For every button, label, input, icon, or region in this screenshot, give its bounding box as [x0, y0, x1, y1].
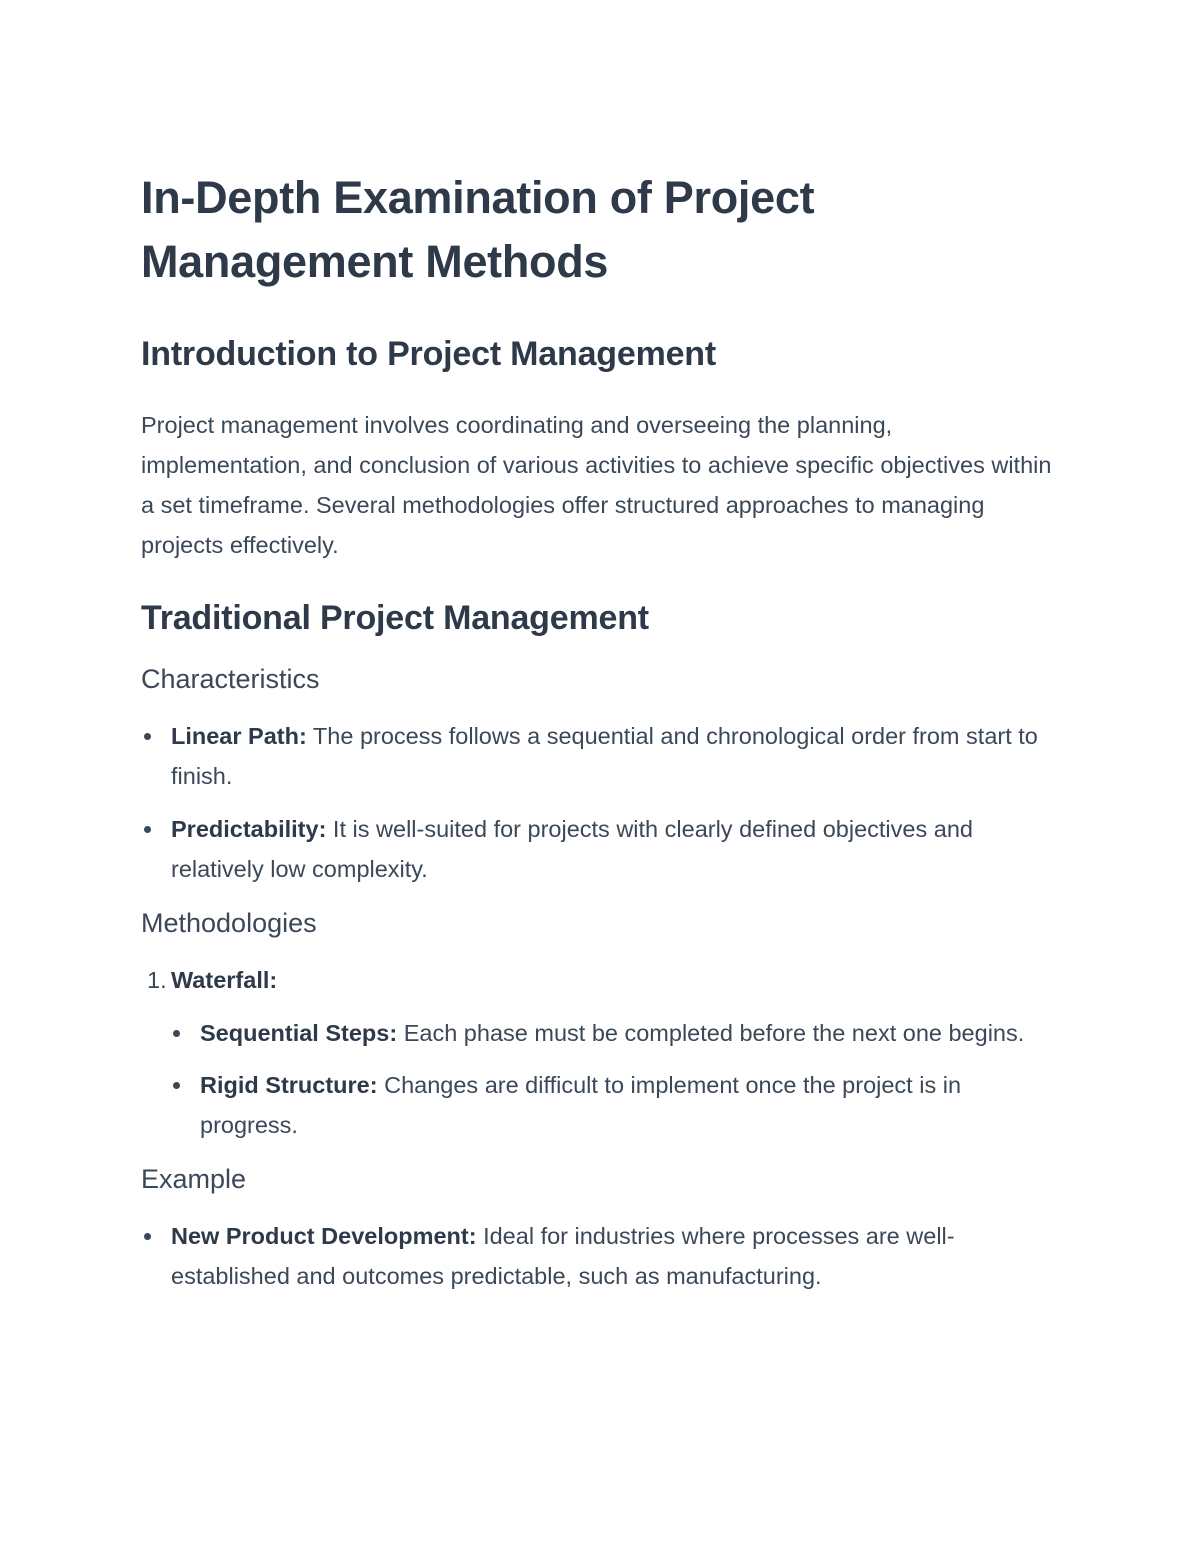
item-term: Sequential Steps:: [200, 1020, 398, 1046]
methodologies-heading: Methodologies: [141, 908, 317, 938]
item-term: Linear Path:: [171, 723, 307, 749]
list-item: [141, 809, 1061, 889]
item-term: New Product Development:: [171, 1223, 477, 1249]
traditional-heading: Traditional Project Management: [141, 599, 649, 637]
bullet-icon: [173, 1082, 180, 1089]
item-term: Rigid Structure:: [200, 1072, 378, 1098]
bullet-icon: [144, 733, 151, 740]
document-page: [141, 166, 1061, 1296]
list-item: [141, 1065, 1061, 1145]
item-text: Each phase must be completed before the next one begins.: [397, 1020, 1025, 1046]
example-list: [141, 1216, 1061, 1296]
document-title: In-Depth Examination of Project Management Methods: [141, 172, 815, 287]
numbered-item-waterfall: [141, 960, 1061, 1000]
example-heading: Example: [141, 1164, 247, 1194]
waterfall-sublist: [141, 1013, 1061, 1145]
item-number: 1.: [147, 967, 167, 993]
intro-paragraph: Project management involves coordinating and overseeing the planning, implementation, and conclusion of various activities to achieve specific objectives within a set timeframe. Several methodologies offer structured approaches to managing projects effectively.: [141, 412, 1052, 558]
bullet-icon: [144, 1233, 151, 1240]
list-item: [141, 1216, 1061, 1296]
item-text: The process follows a sequential and chronological order from start to finish.: [171, 723, 1038, 789]
characteristics-heading: Characteristics: [141, 664, 320, 694]
characteristics-list: [141, 716, 1061, 889]
intro-heading: Introduction to Project Management: [141, 335, 717, 373]
bullet-icon: [144, 826, 151, 833]
item-text: It is well-suited for projects with clearly defined objectives and relatively low complexity.: [171, 816, 973, 882]
bullet-icon: [173, 1030, 180, 1037]
list-item: [141, 716, 1061, 796]
item-term: Waterfall:: [171, 967, 278, 993]
item-text: Changes are difficult to implement once the project is in progress.: [200, 1072, 962, 1138]
item-text: Ideal for industries where processes are well-established and outcomes predictable, such as manufacturing.: [171, 1223, 955, 1289]
list-item: [141, 1013, 1061, 1053]
item-term: Predictability:: [171, 816, 327, 842]
